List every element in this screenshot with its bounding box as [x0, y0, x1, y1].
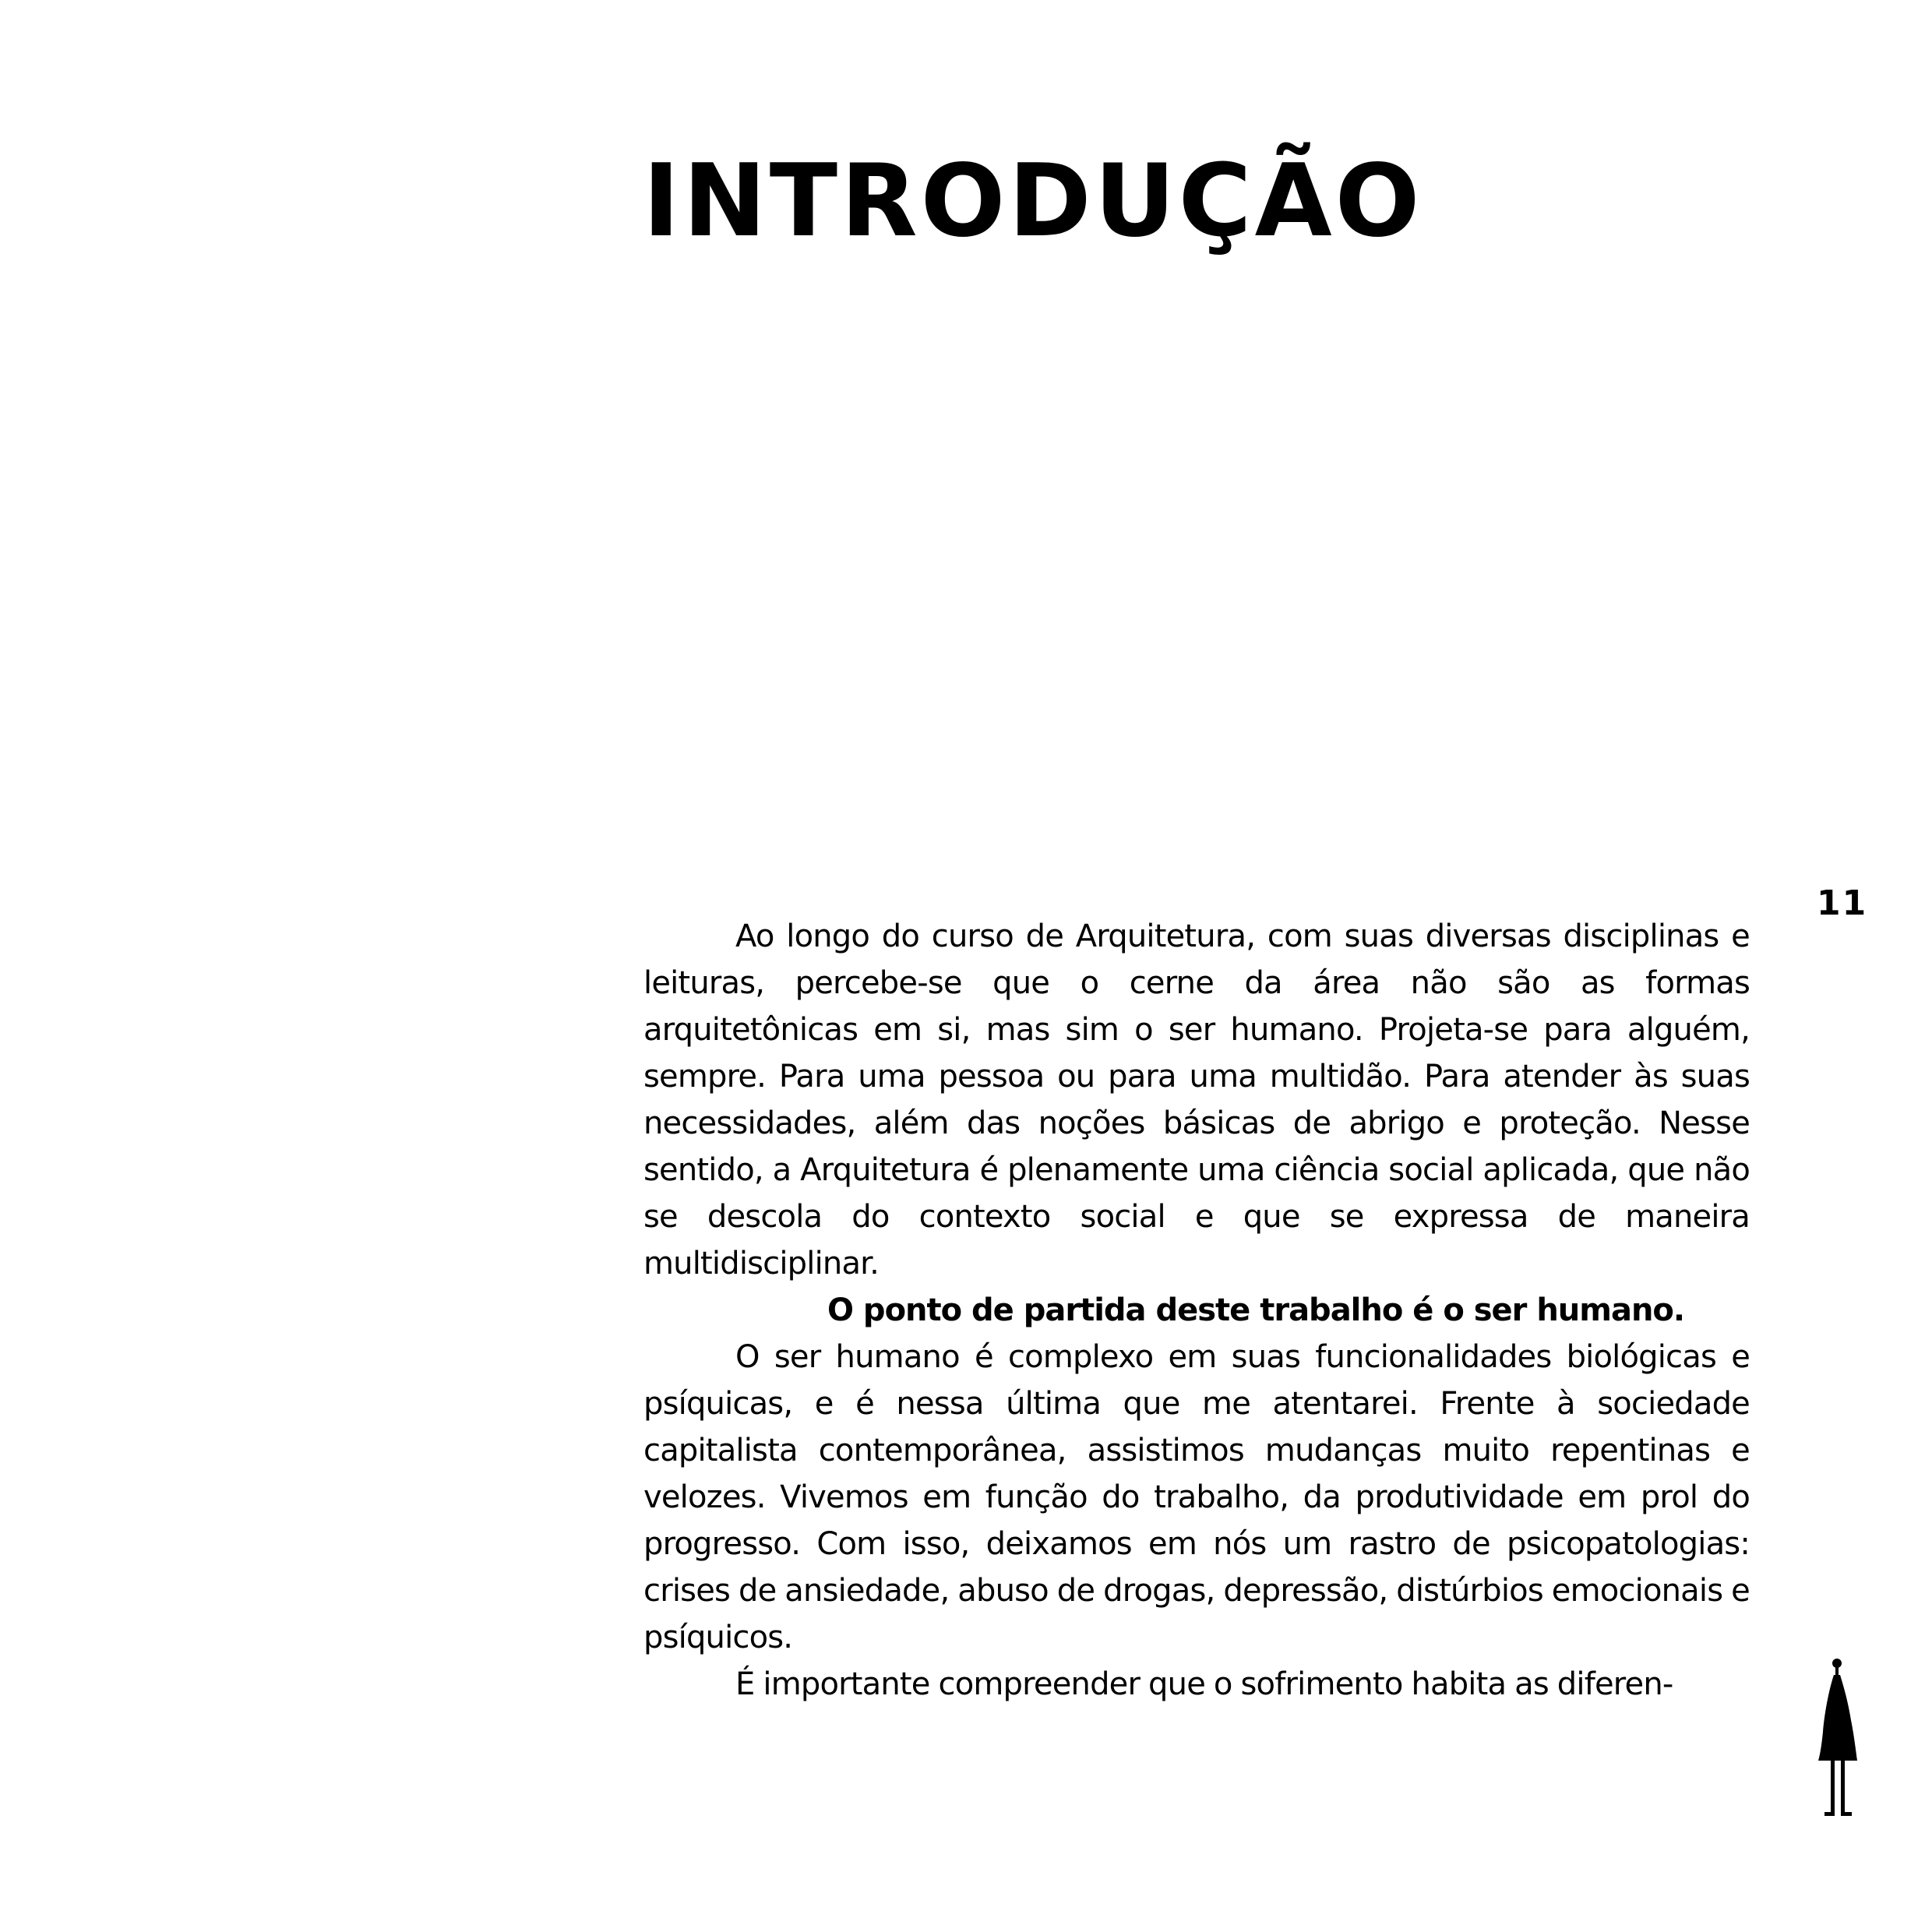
highlighted-statement: O ponto de partida deste trabalho é o ser humano.: [827, 1292, 1685, 1328]
paragraph-intro: Ao longo do curso de Arquitetura, com suas diversas disciplinas e leituras, percebe-se que o cerne da área não são as formas arquitetônicas em si, mas sim o ser humano. Projeta-se para alguém, sempre. Para uma pessoa ou para uma multidão. Para atender às suas necessidades, além das noções básicas de abrigo e proteção. Nesse sentido, a Arquitetura é plenamente uma ciência social aplicada, que não se descola do contexto social e que se expressa de maneira multidisciplinar.: [643, 918, 1750, 1282]
paragraph-human-complexity: O ser humano é complexo em suas funcionalidades biológicas e psíquicas, e é nessa última que me atentarei. Frente à sociedade capitalista contemporânea, assistimos mudanças muito repentinas e velozes. Vivemos em função do trabalho, da produtividade em prol do progresso. Com isso, deixamos em nós um rastro de psicopatologias: crises de ansiedade, abuso de drogas, depressão, distúrbios emocionais e psíquicos.: [643, 1339, 1750, 1655]
body-text: [643, 913, 1750, 1708]
standing-person-silhouette-icon: [1815, 1658, 1865, 1821]
page-title: INTRODUÇÃO: [643, 143, 1423, 259]
paragraph-suffering: É importante compreender que o sofrimento habita as diferen-: [735, 1666, 1673, 1702]
page-number: 11: [1817, 883, 1868, 923]
